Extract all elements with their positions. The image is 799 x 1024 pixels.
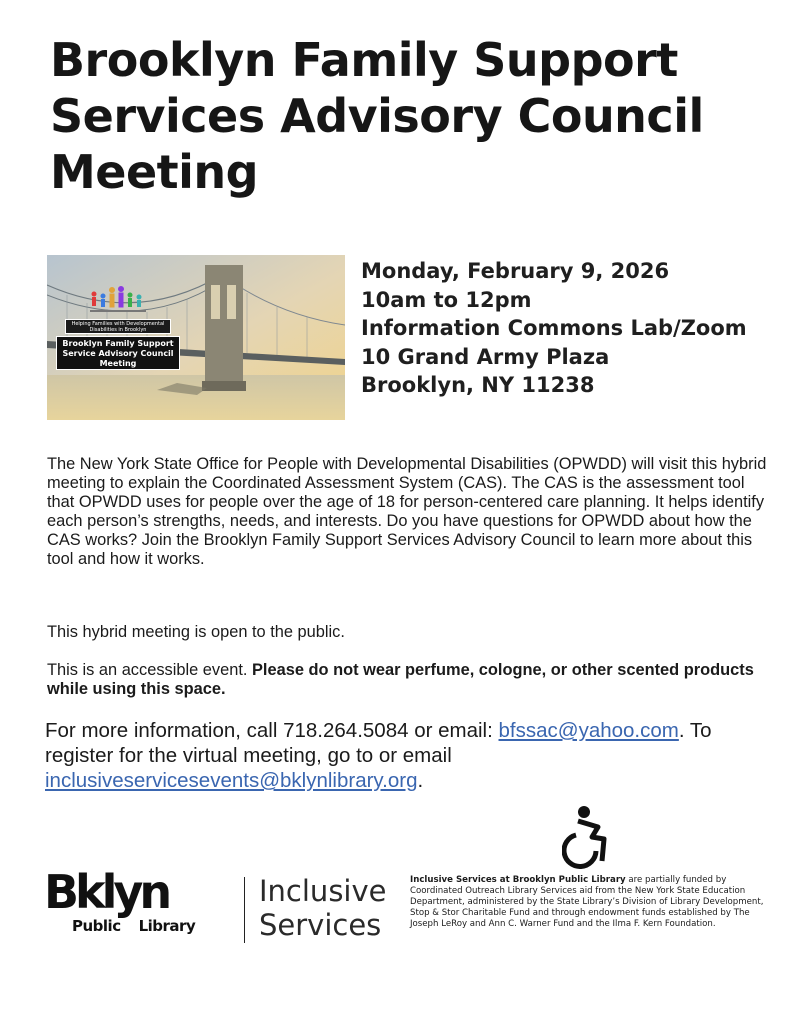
- bklyn-library-logo: [44, 865, 234, 943]
- event-time: 10am to 12pm: [361, 287, 532, 312]
- title-line-2: Services Advisory Council: [50, 89, 704, 143]
- scent-warning: Please do not wear perfume, cologne, or other scented products while using this space.: [47, 661, 754, 698]
- page-title: [50, 32, 780, 200]
- intro-paragraph: The New York State Office for People with Developmental Disabilities (OPWDD) will visit this hybrid meeting to explain the Coordinated Assessment System (CAS). The CAS is the assessment tool that OPWDD uses for people over the age of 18 for person-centered care planning. It helps identify each person’s strengths, needs, and interests. Do you have questions for OPWDD about how the CAS works? Join the Brooklyn Family Support Services Advisory Council to learn more about this tool and how it works.: [47, 455, 767, 568]
- public-word: Public: [72, 917, 121, 935]
- contact-mid: . To register for the virtual meeting, go to or email: [45, 719, 712, 767]
- event-details: [361, 257, 781, 400]
- event-street: 10 Grand Army Plaza: [361, 344, 610, 369]
- event-city: Brooklyn, NY 11238: [361, 373, 595, 397]
- logo-tagline: Helping Families with Developmental Disabilities in Brooklyn: [65, 319, 171, 334]
- logo-title: Brooklyn Family Support Service Advisory Council Meeting: [56, 336, 180, 370]
- public-library-wordmark: [72, 917, 213, 935]
- funding-lead: Inclusive Services at Brooklyn Public Library: [410, 875, 626, 885]
- library-word: Library: [138, 917, 196, 935]
- inclusive-word: Inclusive: [259, 874, 387, 908]
- email-link-bfssac[interactable]: bfssac@yahoo.com: [498, 719, 679, 742]
- funding-statement: [410, 875, 780, 930]
- services-word: Services: [259, 908, 382, 942]
- contact-lead: For more information, call 718.264.5084 or email:: [45, 719, 493, 742]
- contact-end: .: [417, 769, 424, 792]
- bklyn-wordmark: Bklyn: [44, 865, 169, 919]
- email-link-inclusive[interactable]: inclusiveservicesevents@bklynlibrary.org: [45, 769, 418, 792]
- event-venue: Information Commons Lab/Zoom: [361, 316, 747, 340]
- accessibility-lead: This is an accessible event.: [47, 661, 248, 679]
- logo-divider: [244, 877, 245, 943]
- title-line-1: Brooklyn Family Support: [50, 33, 678, 87]
- event-date: Monday, February 9, 2026: [361, 259, 670, 283]
- accessibility-note: [47, 661, 767, 699]
- council-logo: [54, 284, 182, 372]
- inclusive-services-wordmark: [259, 874, 386, 942]
- funding-text: are partially funded by Coordinated Outreach Library Services aid from the New York State Education Department, administered by the State Library’s Division of Library Development, Stop & Stor Charitable Fund and through endowment funds established by The Joseph LeRoy and Ann C. Warner Fund and the Ilma F. Kern Foundation.: [410, 875, 764, 929]
- public-note: This hybrid meeting is open to the public.: [47, 623, 345, 641]
- contact-paragraph: [45, 718, 765, 793]
- family-figures-icon: [88, 284, 148, 316]
- accessibility-icon: [562, 805, 610, 869]
- title-line-3: Meeting: [50, 145, 259, 199]
